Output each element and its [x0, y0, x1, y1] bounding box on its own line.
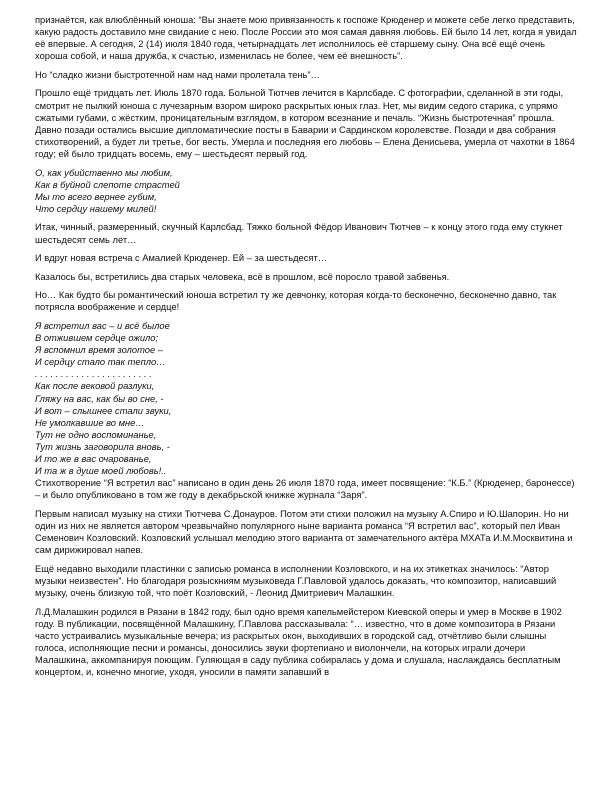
paragraph-first-music: Первым написал музыку на стихи Тютчева С.Донауров. Потом эти стихи положил на музыку А.Спиро и Ю.Шапорин. Но ни один из них не является автором чрезвычайно популярного ныне варианта романса “Я встретил вас”, который пел Иван Семенович Козловский. Козловский услышал мелодию этого варианта от замечательного актёра МХАТа И.М.Москвитина и сам дирижировал напев. — [35, 508, 573, 556]
paragraph-karlsbad: Итак, чинный, размеренный, скучный Карлсбад. Тяжко больной Фёдор Иванович Тютчев – к концу этого года ему стукнет шестьдесят семь лет… — [35, 222, 563, 245]
poem-kak-ubiystvenno — [35, 167, 579, 215]
paragraph-records: Ещё недавно выходили пластинки с записью романса в исполнении Козловского, и на их этикетках значилось: “Автор музыки неизвестен”. Но благодаря розыскниям музыковеда Г.Павловой удалось доказать, что композитор, написавший музыку, очень близкую той, что поёт Козловский, - Леонид Дмитриевич Малашкин. — [35, 563, 557, 598]
document-page — [35, 14, 579, 678]
poem-line: Как после вековой разлуки, — [35, 381, 155, 392]
poem-line: О, как убийственно мы любим, — [35, 167, 173, 178]
poem-ya-vstretil-vas — [35, 320, 579, 477]
poem-line: Не умолкавшие во мне… — [35, 417, 145, 428]
poem-line: Тут жизнь заговорила вновь, - — [35, 441, 170, 452]
paragraph-two-old-people: Казалось бы, встретились два старых человека, всё в прошлом, всё поросло травой забвенья. — [35, 271, 450, 282]
paragraph-sweet-life-quote: Но “сладко жизни быстротечной нам над нами пролетала тень”… — [35, 69, 320, 80]
poem-line: Тут не одно воспоминанье, — [35, 429, 157, 440]
poem-line: И сердцу стало так тепло… — [35, 357, 166, 368]
paragraph-malashkin: Л.Д.Малашкин родился в Рязани в 1842 году, был одно время капельмейстером Киевской оперы и умер в Москве в 1902 году. В публикации, посвящённой Малашкину, Г.Павлова рассказывала: “… известно, что в доме композитора в Рязани часто устраивались музыкальные вечера; из раскрытых окон, выходивших в городской сад, отчётливо были слышны голоса, исполняющие песни и романсы, доносились звуки фортепиано и виолончели, на которых играли дочери Малашкина, аккомпанируя поющим. Гуляющая в саду публика собиралась у дома и слушала, наслаждаясь бесплатным концертом, и, конечно многие, уходя, уносили в памяти запавший в — [35, 606, 562, 677]
poem-line: Гляжу на вас, как бы во сне, - — [35, 393, 164, 404]
paragraph-thirty-years-later: Прошло ещё тридцать лет. Июль 1870 года. Больной Тютчев лечится в Карлсбаде. С фотографии, сделанной в эти годы, смотрит не пылкий юноша с лучезарным взором широко раскрытых юных глаз. Нет, мы видим седого старика, с упрямо сжатыми губами, с жёстким, проницательным взглядом, в котором всезнание и печаль. “Жизнь быстротечная” прошла. Давно позади остались высшие дипломатические посты в Баварии и Сардинском королевстве. Позади и два собрания стихотворений, а будет ли третье, бог весть. Умерла и последняя его любовь – Елена Денисьева, умерла от чахотки в 1864 году; ей было тридцать восемь, ему – шестьдесят первый год. — [35, 88, 575, 159]
paragraph-poem-dedication: Стихотворение “Я встретил вас” написано в один день 26 июля 1870 года, имеет посвящение: “К.Б.” (Крюденер, баронессе) – и было опубликовано в том же году в декабрьской книжке журнала “Заря”. — [35, 478, 575, 501]
poem-line: В отжившем сердце ожило; — [35, 333, 159, 344]
poem-ellipsis-divider: . . . . . . . . . . . . . . . . . . . . . . . — [35, 369, 152, 380]
poem-line: Я вспомнил время золотое – — [35, 345, 163, 356]
poem-line: Как в буйной слепоте страстей — [35, 179, 180, 190]
poem-line: Что сердцу нашему милей! — [35, 203, 157, 214]
paragraph-romantic-youth: Но… Как будто бы романтический юноша встретил ту же девчонку, которая когда-то бесконечно, бесконечно давно, так потрясла воображение и сердце! — [35, 290, 557, 313]
poem-line: Мы то всего вернее губим, — [35, 191, 157, 202]
poem-line: И вот – слышнее стали звуки, — [35, 405, 172, 416]
poem-line: Я встретил вас – и всё былое — [35, 320, 170, 331]
poem-line: И та ж в душе моей любовь!.. — [35, 466, 167, 477]
poem-line: И то же в вас очарованье, — [35, 454, 152, 464]
paragraph-new-meeting: И вдруг новая встреча с Амалией Крюденер. Ей – за шестьдесят… — [35, 253, 328, 264]
paragraph-kruedener-letter: признаётся, как влюблённый юноша: “Вы знаете мою привязанность к госпоже Крюденер и можете себе легко представить, какую радость доставило мне свидание с нею. После России это моя самая давняя любовь. Ей было 14 лет, когда я увидал её впервые. А сегодня, 2 (14) июля 1840 года, четырнадцать лет исполнилось её старшему сыну. Она всё ещё очень хороша собой, и наша дружба, к счастью, изменилась не более, чем её внешность”. — [35, 15, 577, 62]
